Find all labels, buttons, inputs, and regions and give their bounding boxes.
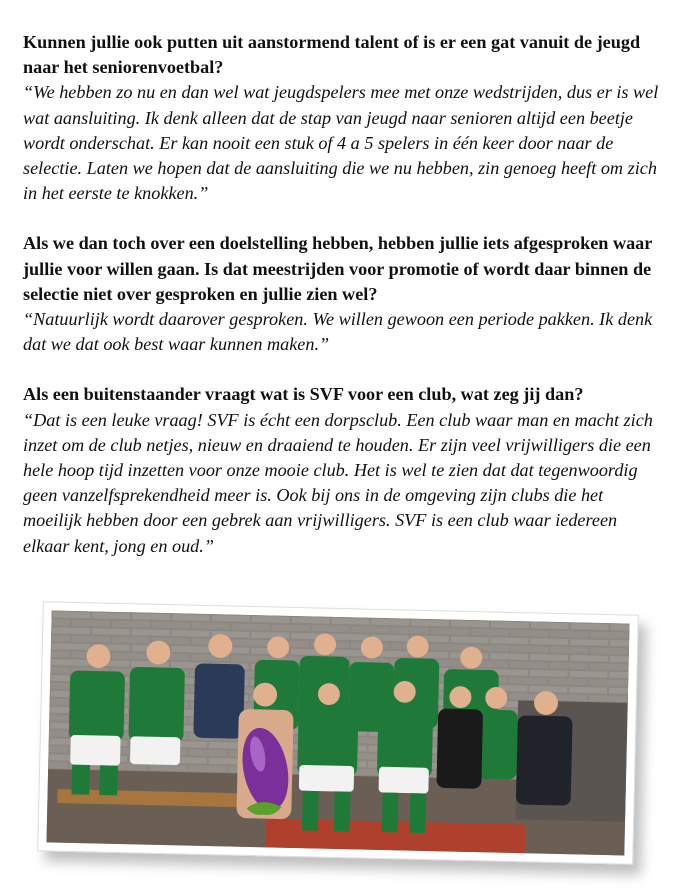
interview-answer: “Natuurlijk wordt daarover gesproken. We willen gewoon een periode pakken. Ik denk dat we dat ook best waar kunnen maken.”: [23, 309, 653, 355]
interview-answer: “We hebben zo nu en dan wel wat jeugdspelers mee met onze wedstrijden, dus er is wel wat aansluiting. Ik denk alleen dat de stap van jeugd naar senioren altijd een beetje wordt onderschat. Er kan nooit een stuk of 4 a 5 spelers in één keer door naar de selectie. Laten we hopen dat de aansluiting die we nu hebben, zin genoeg heeft om zich in het eerste te knokken.”: [23, 82, 659, 204]
team-photo: [37, 601, 639, 864]
qa-block: [23, 382, 663, 558]
qa-block: [23, 30, 663, 206]
team-photo-illustration: [46, 610, 629, 855]
qa-block: [23, 231, 663, 357]
interview-answer: “Dat is een leuke vraag! SVF is écht een dorpsclub. Een club waar man en macht zich inzet om de club netjes, nieuw en draaiend te houden. Er zijn veel vrijwilligers die een hele hoop tijd inzetten voor onze mooie club. Het is wel te zien dat dat tegenwoordig geen vanzelfsprekendheid meer is. Ook bij ons in de omgeving zijn clubs die het moeilijk hebben door een gebrek aan vrijwilligers. SVF is een club waar iedereen elkaar kent, jong en oud.”: [23, 409, 653, 556]
interview-question: Kunnen jullie ook putten uit aanstormend talent of is er een gat vanuit de jeugd naar het seniorenvoetbal?: [23, 32, 641, 78]
article-body: [23, 30, 663, 584]
interview-question: Als een buitenstaander vraagt wat is SVF voor een club, wat zeg jij dan?: [23, 384, 584, 405]
interview-question: Als we dan toch over een doelstelling hebben, hebben jullie iets afgesproken waar jullie voor willen gaan. Is dat meestrijden voor promotie of wordt daar binnen de selectie niet over gesproken en jullie zien wel?: [23, 233, 653, 304]
photo-frame: [37, 601, 639, 864]
team-photo-image: [46, 610, 629, 855]
